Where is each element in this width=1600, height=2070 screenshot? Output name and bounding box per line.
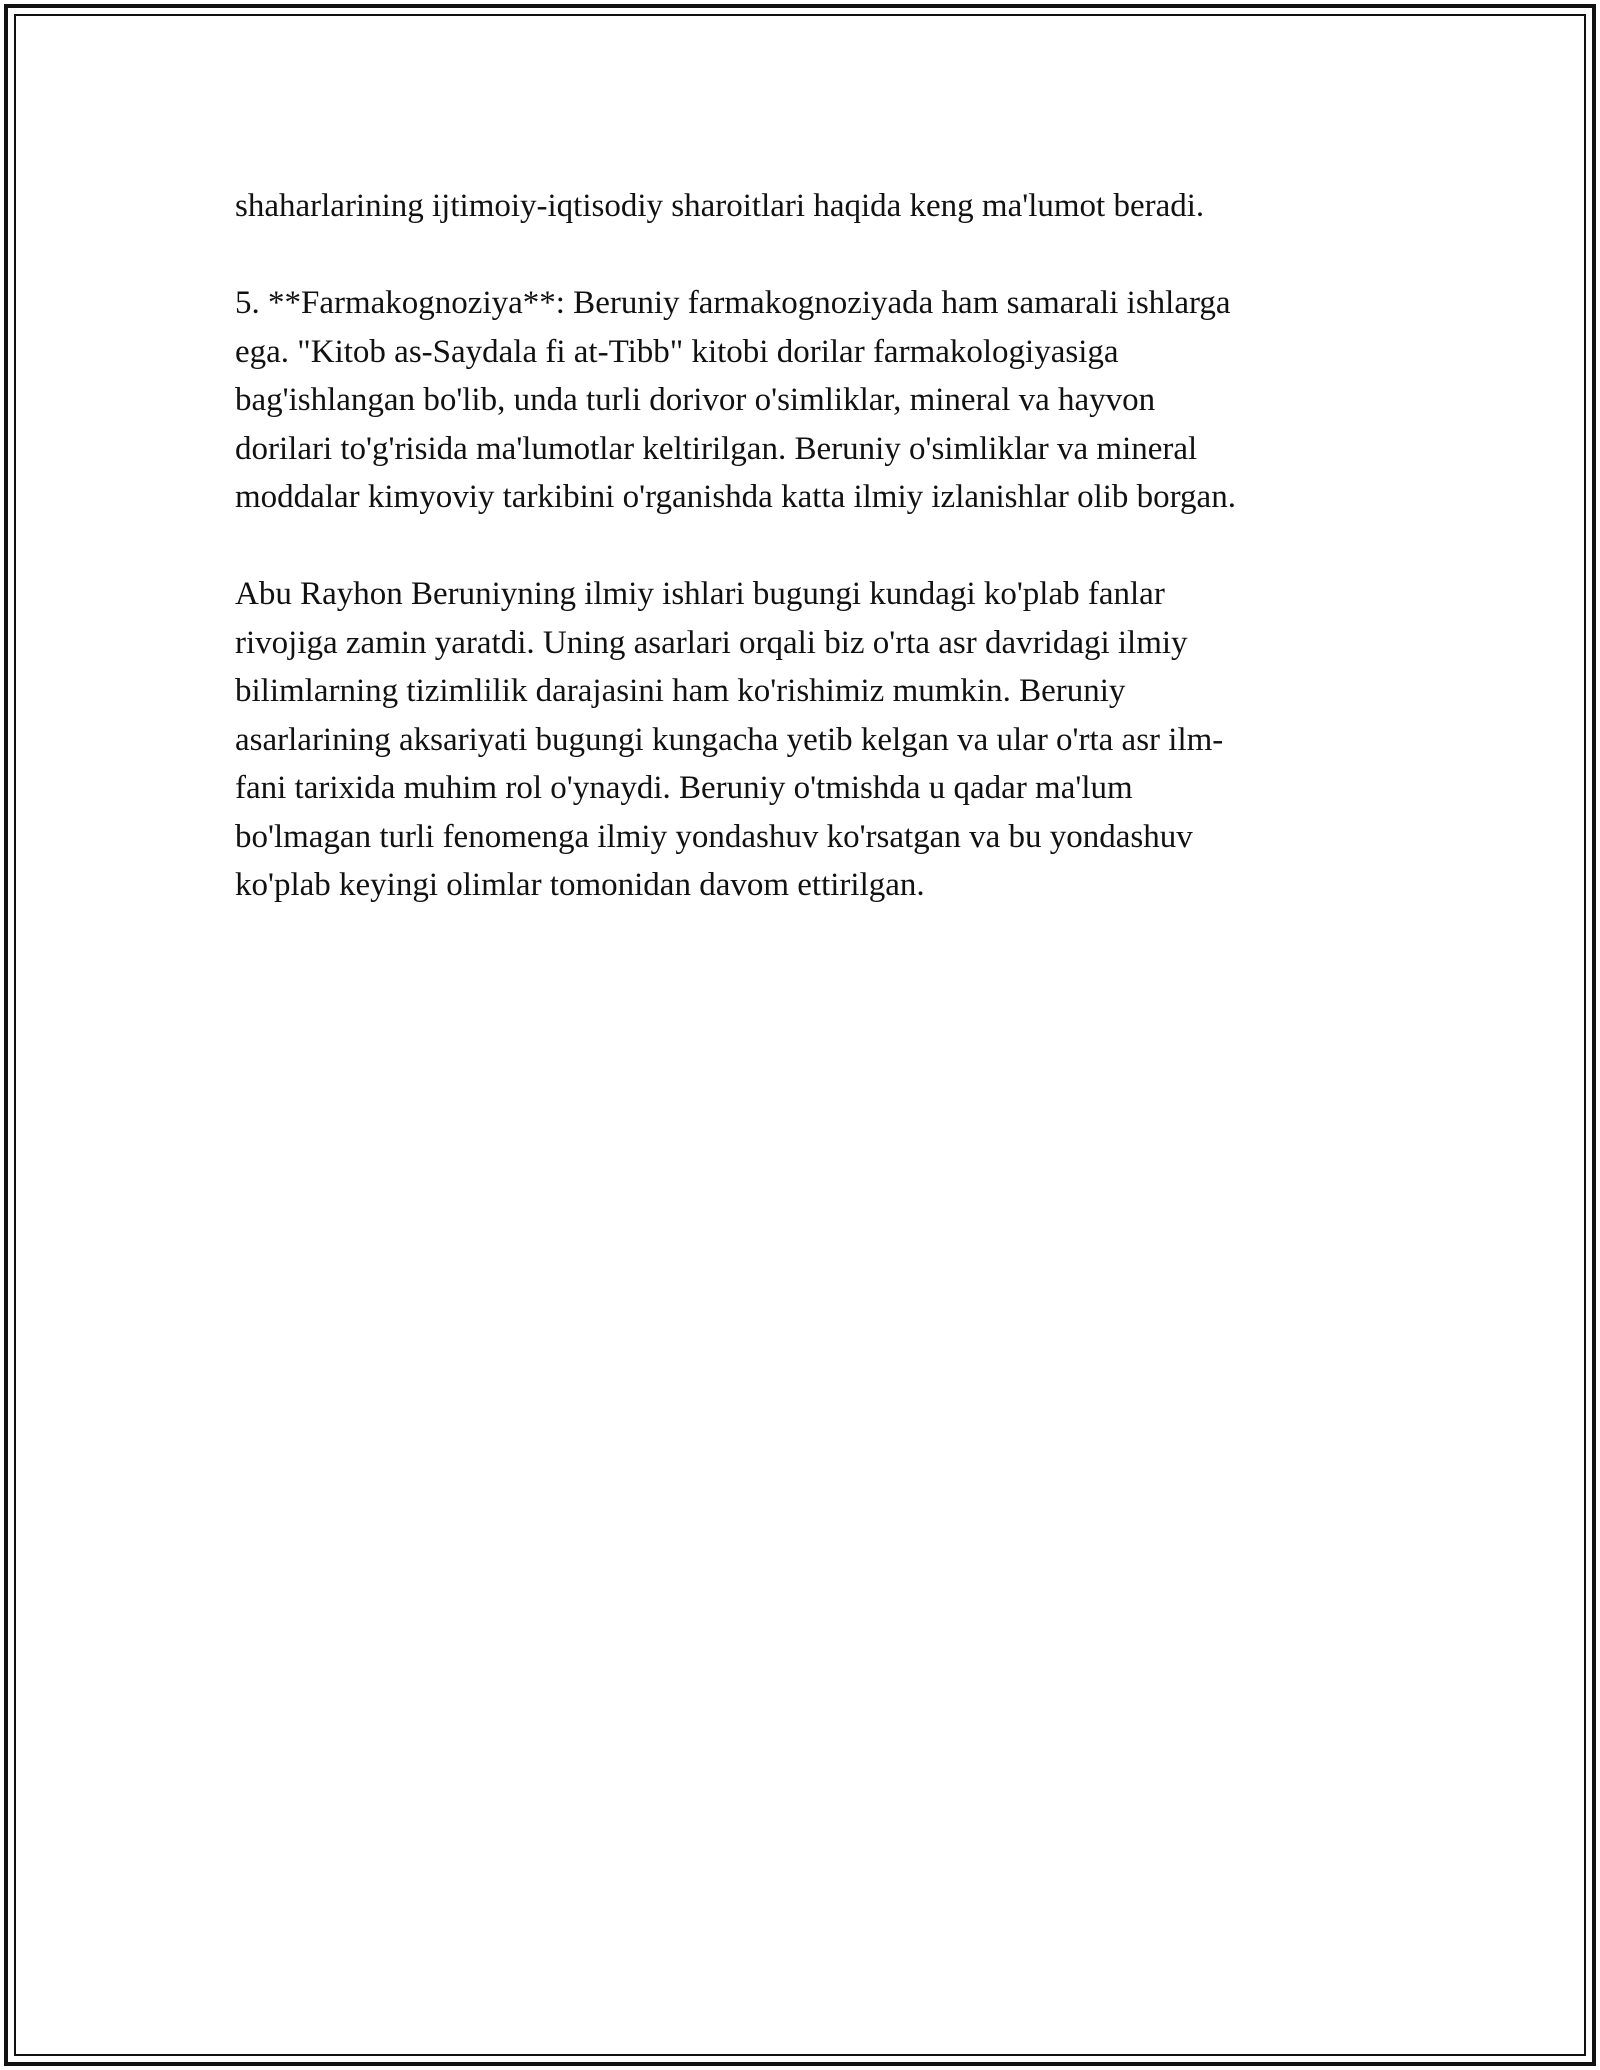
text-line: Abu Rayhon Beruniyning ilmiy ishlari bugungi kundagi ko'plab fanlar bbox=[235, 576, 1165, 612]
text-line: fani tarixida muhim rol o'ynaydi. Beruniy o'tmishda u qadar ma'lum bbox=[235, 770, 1133, 806]
text-line: dorilari to'g'risida ma'lumotlar keltirilgan. Beruniy o'simliklar va mineral bbox=[235, 430, 1198, 467]
text-line: 5. **Farmakognoziya**: Beruniy farmakognoziyada ham samarali ishlarga bbox=[235, 285, 1231, 321]
text-line: bag'ishlangan bo'lib, unda turli dorivor o'simliklar, mineral va hayvon bbox=[235, 382, 1156, 418]
text-line: moddalar kimyoviy tarkibini o'rganishda katta ilmiy izlanishlar olib borgan. bbox=[235, 479, 1236, 515]
paragraph-continuation bbox=[235, 182, 1365, 231]
text-line: bilimlarning tizimlilik darajasini ham ko'rishimiz mumkin. Beruniy bbox=[235, 673, 1126, 709]
document-body bbox=[235, 182, 1365, 958]
text-line: ko'plab keyingi olimlar tomonidan davom ettirilgan. bbox=[235, 867, 925, 903]
paragraph-conclusion bbox=[235, 570, 1365, 910]
text-line: ega. "Kitob as-Saydala fi at-Tibb" kitobi dorilar farmakologiyasiga bbox=[235, 333, 1119, 370]
text-line: asarlarining aksariyati bugungi kungacha yetib kelgan va ular o'rta asr ilm- bbox=[235, 721, 1224, 758]
text-line: shaharlarining ijtimoiy-iqtisodiy sharoitlari haqida keng ma'lumot beradi. bbox=[235, 188, 1205, 224]
paragraph-farmakognoziya bbox=[235, 279, 1365, 522]
text-line: bo'lmagan turli fenomenga ilmiy yondashuv ko'rsatgan va bu yondashuv bbox=[235, 818, 1193, 855]
text-line: rivojiga zamin yaratdi. Uning asarlari orqali biz o'rta asr davridagi ilmiy bbox=[235, 624, 1188, 661]
